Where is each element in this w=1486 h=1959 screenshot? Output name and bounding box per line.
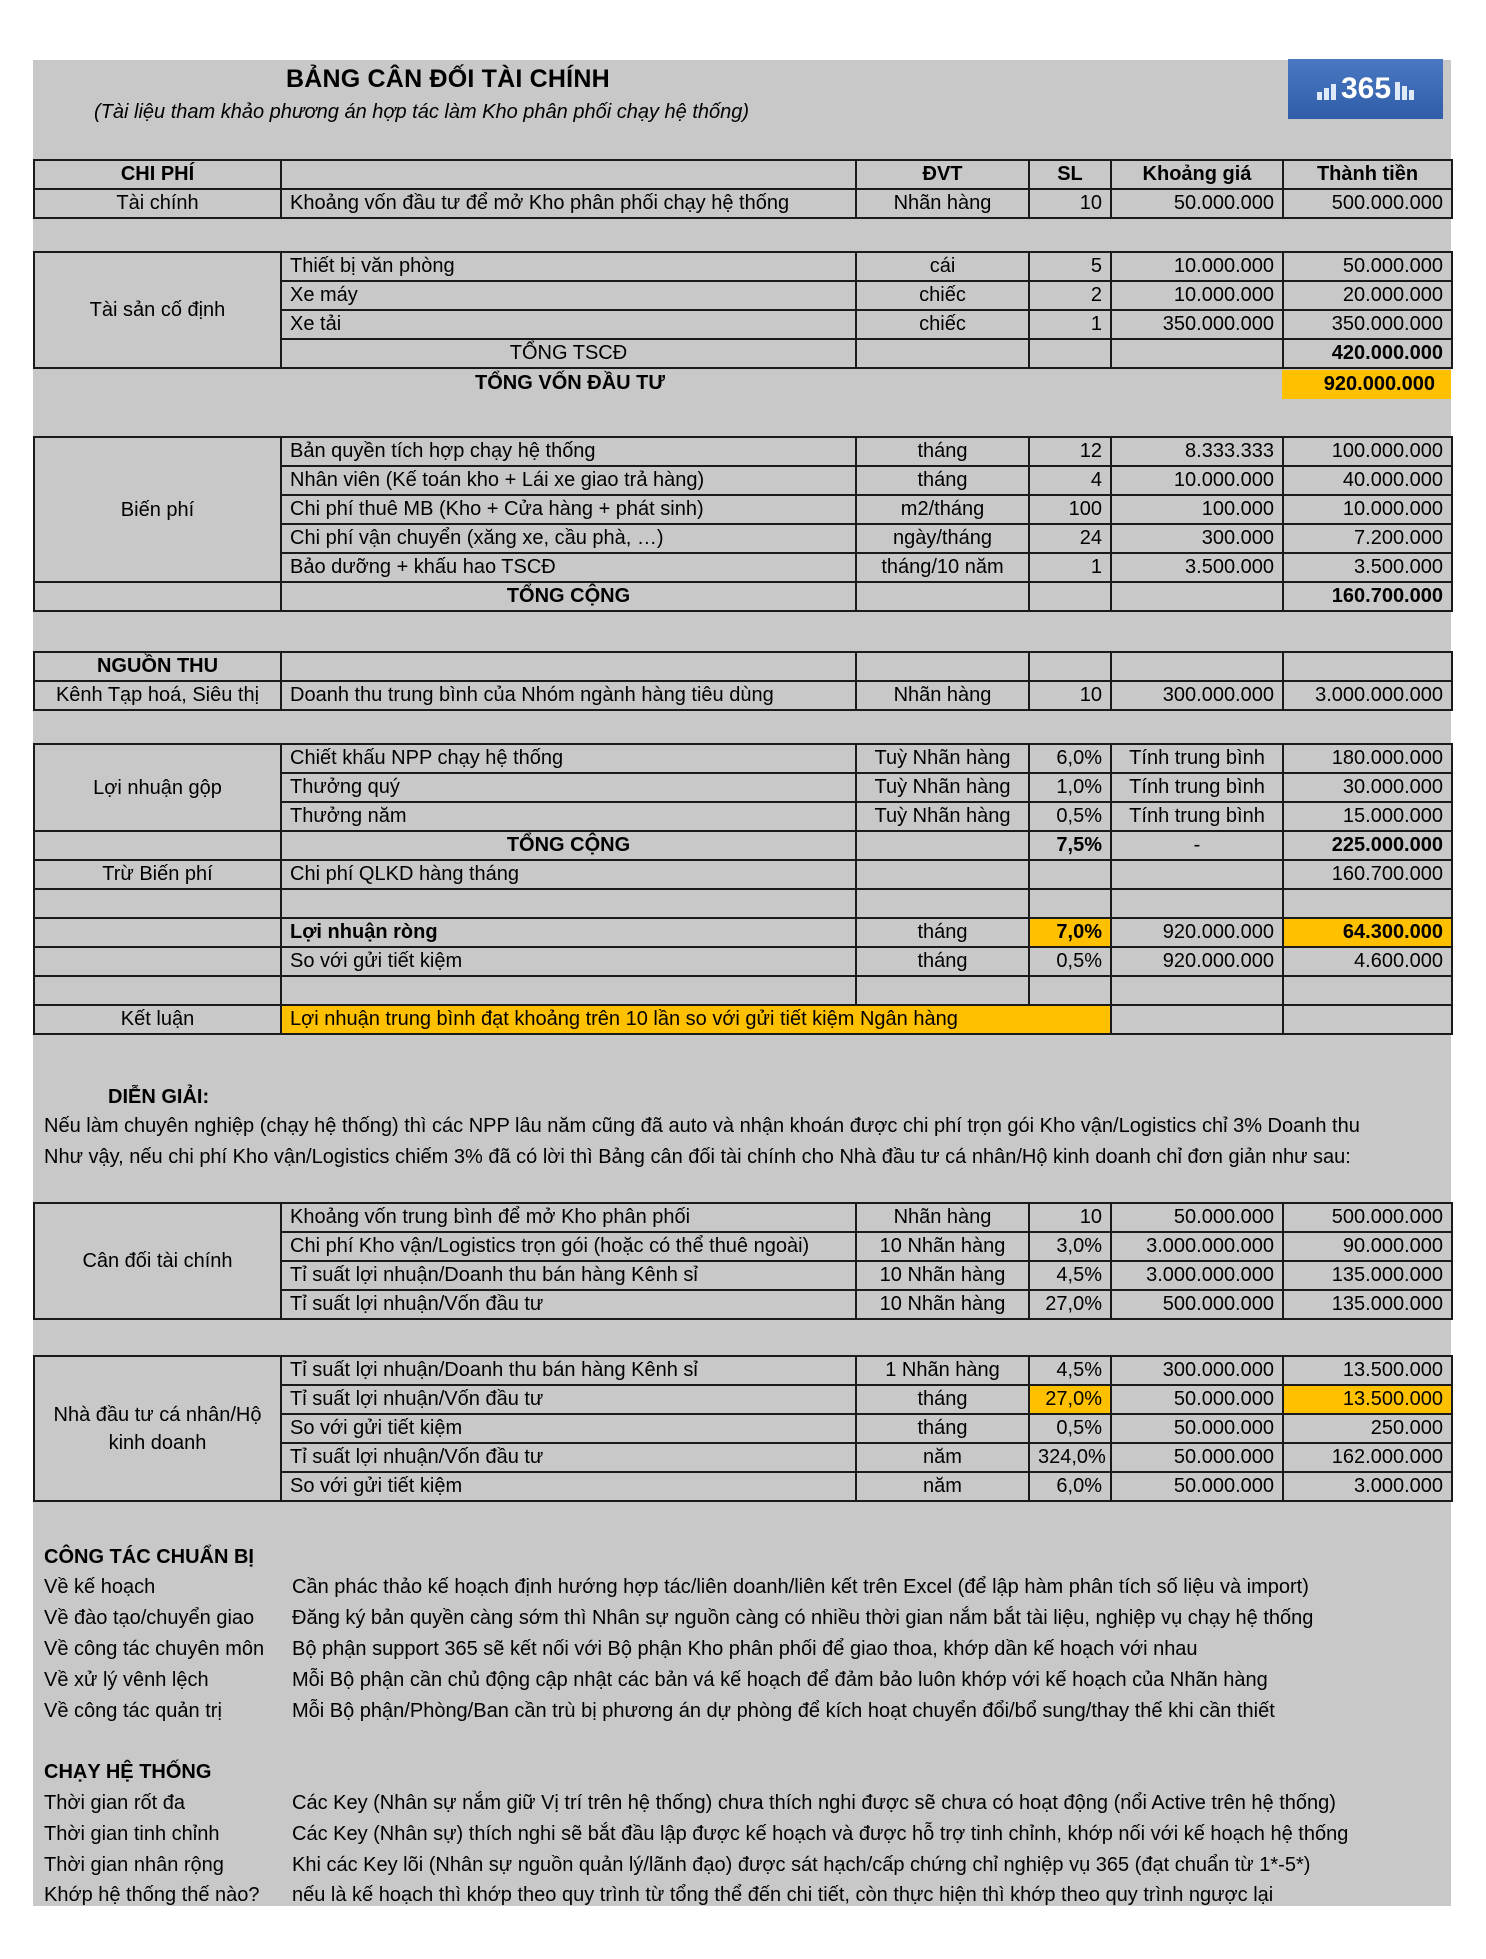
run-item-label: Thời gian tinh chỉnh <box>44 1823 220 1845</box>
table-cell: m2/tháng <box>856 495 1029 524</box>
prep-item-text: Bộ phận support 365 sẽ kết nối với Bộ phận Kho phân phối để giao thoa, khớp dần kế hoạch với nhau <box>292 1638 1198 1660</box>
table-cell <box>1111 1005 1283 1034</box>
table-row <box>34 860 1452 889</box>
table-cell <box>281 652 856 681</box>
group-label: Nhà đầu tư cá nhân/Hộ kinh doanh <box>34 1356 281 1501</box>
table-cell: 10.000.000 <box>1283 495 1452 524</box>
total-value: 160.700.000 <box>1283 582 1452 611</box>
table-cell: 20.000.000 <box>1283 281 1452 310</box>
table-cell: 4,5% <box>1029 1261 1111 1290</box>
table-cell: 0,5% <box>1029 802 1111 831</box>
table-cell: Tính trung bình <box>1111 744 1283 773</box>
table-cell: Tỉ suất lợi nhuận/Doanh thu bán hàng Kênh sỉ <box>281 1261 856 1290</box>
table-cell: 1,0% <box>1029 773 1111 802</box>
table-cell: tháng/10 năm <box>856 553 1029 582</box>
table-cell: 250.000 <box>1283 1414 1452 1443</box>
table-cell: năm <box>856 1443 1029 1472</box>
total-value: 225.000.000 <box>1283 831 1452 860</box>
run-item-label: Thời gian nhân rộng <box>44 1854 224 1876</box>
table-cell: Chi phí Kho vận/Logistics trọn gói (hoặc có thể thuê ngoài) <box>281 1232 856 1261</box>
table-row <box>34 976 1452 1005</box>
table-cell: Tài chính <box>34 189 281 218</box>
table-cell <box>1283 889 1452 918</box>
page-subtitle: (Tài liệu tham khảo phương án hợp tác làm Kho phân phối chạy hệ thống) <box>94 101 750 123</box>
table-cell: Bảo dưỡng + khấu hao TSCĐ <box>281 553 856 582</box>
net-profit-value: 64.300.000 <box>1283 918 1452 947</box>
table-total-row <box>34 582 1452 611</box>
table-cell: So với gửi tiết kiệm <box>281 1414 856 1443</box>
table-cell: 10 <box>1029 1203 1111 1232</box>
table-cell <box>1283 1005 1452 1034</box>
table-cell: 4.600.000 <box>1283 947 1452 976</box>
table-cell: Tuỳ Nhãn hàng <box>856 802 1029 831</box>
table-cell: Tỉ suất lợi nhuận/Vốn đầu tư <box>281 1290 856 1319</box>
table-cell: 920.000.000 <box>1111 918 1283 947</box>
net-profit-row <box>34 918 1452 947</box>
table-cell: Chi phí QLKD hàng tháng <box>281 860 856 889</box>
prep-item-text: Đăng ký bản quyền càng sớm thì Nhân sự nguồn càng có nhiều thời gian nắm bắt tài liệu, nghiệp vụ chạy hệ thống <box>292 1607 1314 1629</box>
table-header-row <box>34 160 1452 189</box>
conclusion-label: Kết luận <box>34 1005 281 1034</box>
prep-item-label: Về công tác chuyên môn <box>44 1638 265 1660</box>
table-cell: 50.000.000 <box>1111 1443 1283 1472</box>
table-cell: Chi phí thuê MB (Kho + Cửa hàng + phát sinh) <box>281 495 856 524</box>
total-label: TỔNG CỘNG <box>281 831 856 860</box>
table-cell: 50.000.000 <box>1283 252 1452 281</box>
table-cell <box>856 652 1029 681</box>
table-cell: Thưởng năm <box>281 802 856 831</box>
table-cell <box>856 889 1029 918</box>
table-revenue <box>33 651 1453 711</box>
header-cell: NGUỒN THU <box>34 652 281 681</box>
table-cell: Trừ Biến phí <box>34 860 281 889</box>
total-dash: - <box>1111 831 1283 860</box>
table-cell: Bản quyền tích hợp chạy hệ thống <box>281 437 856 466</box>
explanation-line-1: Nếu làm chuyên nghiệp (chạy hệ thống) thì các NPP lâu năm cũng đã auto và nhận khoán được chi phí trọn gói Kho vận/Logistics chỉ 3% Doanh thu <box>44 1115 1360 1137</box>
table-cell: 50.000.000 <box>1111 1472 1283 1501</box>
run-item-text: nếu là kế hoạch thì khớp theo quy trình từ tổng thể đến chi tiết, còn thực hiện thì khớp theo quy trình ngược lại <box>292 1884 1274 1906</box>
table-cell: Tỉ suất lợi nhuận/Doanh thu bán hàng Kênh sỉ <box>281 1356 856 1385</box>
table-cell <box>34 831 281 860</box>
table-cell: 30.000.000 <box>1283 773 1452 802</box>
run-item-text: Các Key (Nhân sự) thích nghi sẽ bắt đầu lập được kế hoạch và được hỗ trợ tinh chỉnh, khớp nối với kế hoạch hệ thống <box>292 1823 1349 1845</box>
table-cell: 10 <box>1029 189 1111 218</box>
table-cell: tháng <box>856 437 1029 466</box>
header-cell: Thành tiền <box>1283 160 1452 189</box>
table-cell <box>856 339 1029 368</box>
table-cell <box>34 918 281 947</box>
explanation-line-2: Như vậy, nếu chi phí Kho vận/Logistics chiếm 3% đã có lời thì Bảng cân đối tài chính cho Nhà đầu tư cá nhân/Hộ kinh doanh chỉ đơn giản như sau: <box>44 1146 1351 1168</box>
table-cell <box>1111 976 1283 1005</box>
total-investment-label: TỔNG VỐN ĐẦU TƯ <box>475 372 665 394</box>
total-label: TỔNG CỘNG <box>281 582 856 611</box>
table-cell: 2 <box>1029 281 1111 310</box>
table-cell: chiếc <box>856 281 1029 310</box>
prep-item-label: Về đào tạo/chuyển giao <box>44 1607 255 1629</box>
highlight-cell: 27,0% <box>1029 1385 1111 1414</box>
table-cell: chiếc <box>856 310 1029 339</box>
table-cell: 50.000.000 <box>1111 1203 1283 1232</box>
table-cell: 10.000.000 <box>1111 466 1283 495</box>
logo-bars-icon <box>1317 78 1336 100</box>
table-cell <box>1111 652 1283 681</box>
table-cell: 10 Nhãn hàng <box>856 1261 1029 1290</box>
table-row <box>34 744 1452 773</box>
table-cell <box>1111 889 1283 918</box>
table-cell: Tính trung bình <box>1111 802 1283 831</box>
table-cell: năm <box>856 1472 1029 1501</box>
table-cell: 3,0% <box>1029 1232 1111 1261</box>
table-cell: tháng <box>856 918 1029 947</box>
prep-item-text: Cần phác thảo kế hoạch định hướng hợp tác/liên doanh/liên kết trên Excel (để lập hàm phân tích số liệu và import) <box>292 1576 1309 1598</box>
prep-item-text: Mỗi Bộ phận/Phòng/Ban cần trù bị phương án dự phòng để kích hoạt chuyển đổi/bổ sung/thay thế khi cần thiết <box>292 1700 1275 1722</box>
table-cell: 10.000.000 <box>1111 281 1283 310</box>
table-cell: 135.000.000 <box>1283 1261 1452 1290</box>
table-cell: 1 <box>1029 310 1111 339</box>
table-cell: 3.500.000 <box>1111 553 1283 582</box>
table-gross-profit <box>33 743 1453 1035</box>
table-cell: Tuỳ Nhãn hàng <box>856 773 1029 802</box>
prep-item-label: Về công tác quản trị <box>44 1700 222 1722</box>
group-label: Cân đối tài chính <box>34 1203 281 1319</box>
table-cell: 8.333.333 <box>1111 437 1283 466</box>
conclusion-row <box>34 1005 1452 1034</box>
table-cell: 300.000.000 <box>1111 681 1283 710</box>
table-cell <box>34 582 281 611</box>
table-cell: 920.000.000 <box>1111 947 1283 976</box>
table-cell: 24 <box>1029 524 1111 553</box>
table-cell: 4,5% <box>1029 1356 1111 1385</box>
table-cell <box>1029 976 1111 1005</box>
table-cell <box>856 976 1029 1005</box>
table-cell: Tỉ suất lợi nhuận/Vốn đầu tư <box>281 1443 856 1472</box>
table-cell: 5 <box>1029 252 1111 281</box>
table-investor <box>33 1355 1453 1502</box>
table-cell: Tính trung bình <box>1111 773 1283 802</box>
total-investment-value: 920.000.000 <box>1282 370 1451 399</box>
table-cell: Chi phí vận chuyển (xăng xe, cầu phà, …) <box>281 524 856 553</box>
header-cell: ĐVT <box>856 160 1029 189</box>
highlight-cell: 13.500.000 <box>1283 1385 1452 1414</box>
header-cell: CHI PHÍ <box>34 160 281 189</box>
table-row <box>34 889 1452 918</box>
header-cell: SL <box>1029 160 1111 189</box>
table-variable-costs <box>33 436 1453 612</box>
table-cell: 135.000.000 <box>1283 1290 1452 1319</box>
table-cell <box>1029 889 1111 918</box>
table-cell: Xe tải <box>281 310 856 339</box>
table-cell: 3.000.000.000 <box>1111 1261 1283 1290</box>
table-main <box>33 159 1453 219</box>
prep-item-label: Về xử lý vênh lệch <box>44 1669 209 1691</box>
table-cell: So với gửi tiết kiệm <box>281 947 856 976</box>
table-cell: Chiết khấu NPP chạy hệ thống <box>281 744 856 773</box>
explanation-heading: DIỄN GIẢI: <box>108 1086 210 1108</box>
run-item-label: Khớp hệ thống thế nào? <box>44 1884 260 1906</box>
table-row <box>34 1203 1452 1232</box>
table-header-row <box>34 652 1452 681</box>
table-row <box>34 437 1452 466</box>
table-cell: 6,0% <box>1029 1472 1111 1501</box>
table-cell: Doanh thu trung bình của Nhóm ngành hàng tiêu dùng <box>281 681 856 710</box>
logo-365 <box>1288 59 1443 119</box>
group-label: Tài sản cố định <box>34 252 281 368</box>
table-cell: 12 <box>1029 437 1111 466</box>
table-cell: 10 Nhãn hàng <box>856 1290 1029 1319</box>
table-row <box>34 252 1452 281</box>
table-cell: cái <box>856 252 1029 281</box>
table-cell: Thiết bị văn phòng <box>281 252 856 281</box>
total-label: TỔNG TSCĐ <box>281 339 856 368</box>
table-cell: Xe máy <box>281 281 856 310</box>
table-cell: 162.000.000 <box>1283 1443 1452 1472</box>
table-cell: 15.000.000 <box>1283 802 1452 831</box>
table-balance <box>33 1202 1453 1320</box>
table-cell <box>281 889 856 918</box>
table-cell <box>856 860 1029 889</box>
table-cell: 10.000.000 <box>1111 252 1283 281</box>
table-cell: 40.000.000 <box>1283 466 1452 495</box>
table-cell: 27,0% <box>1029 1290 1111 1319</box>
table-cell: 324,0% <box>1029 1443 1111 1472</box>
table-cell: 100.000 <box>1111 495 1283 524</box>
table-cell: 50.000.000 <box>1111 1385 1283 1414</box>
table-cell: Nhãn hàng <box>856 189 1029 218</box>
table-cell: 90.000.000 <box>1283 1232 1452 1261</box>
table-cell: So với gửi tiết kiệm <box>281 1472 856 1501</box>
table-cell <box>34 976 281 1005</box>
table-cell: 350.000.000 <box>1111 310 1283 339</box>
table-cell <box>1283 976 1452 1005</box>
table-cell <box>1029 339 1111 368</box>
table-cell: Kênh Tạp hoá, Siêu thị <box>34 681 281 710</box>
table-cell: 1 Nhãn hàng <box>856 1356 1029 1385</box>
table-cell: 180.000.000 <box>1283 744 1452 773</box>
table-cell: 0,5% <box>1029 947 1111 976</box>
table-cell: Tuỳ Nhãn hàng <box>856 744 1029 773</box>
table-cell <box>1029 652 1111 681</box>
table-cell <box>1111 339 1283 368</box>
table-cell: 160.700.000 <box>1283 860 1452 889</box>
table-cell: 3.000.000.000 <box>1111 1232 1283 1261</box>
conclusion-text: Lợi nhuận trung bình đạt khoảng trên 10 lần so với gửi tiết kiệm Ngân hàng <box>281 1005 1111 1034</box>
table-cell: 3.000.000 <box>1283 1472 1452 1501</box>
table-row <box>34 681 1452 710</box>
total-value: 420.000.000 <box>1283 339 1452 368</box>
table-cell: Nhãn hàng <box>856 1203 1029 1232</box>
table-cell: Nhãn hàng <box>856 681 1029 710</box>
run-item-text: Các Key (Nhân sự nắm giữ Vị trí trên hệ thống) chưa thích nghi được sẽ chưa có hoạt động (nổi Active trên hệ thống) <box>292 1792 1336 1814</box>
table-cell <box>856 831 1029 860</box>
table-cell <box>1111 582 1283 611</box>
table-cell <box>1283 652 1452 681</box>
run-item-label: Thời gian rốt đa <box>44 1792 185 1814</box>
table-cell: tháng <box>856 1385 1029 1414</box>
table-cell: 0,5% <box>1029 1414 1111 1443</box>
run-item-text: Khi các Key lõi (Nhân sự nguồn quản lý/lãnh đạo) được sát hạch/cấp chứng chỉ nghiệp vụ 365 (đạt chuẩn từ 1*-5*) <box>292 1854 1311 1876</box>
table-cell: 7.200.000 <box>1283 524 1452 553</box>
prep-heading: CÔNG TÁC CHUẨN BỊ <box>44 1546 254 1568</box>
table-cell <box>34 947 281 976</box>
table-cell: 300.000.000 <box>1111 1356 1283 1385</box>
table-cell: Khoảng vốn trung bình để mở Kho phân phối <box>281 1203 856 1232</box>
table-row <box>34 1356 1452 1385</box>
table-cell <box>34 889 281 918</box>
table-cell: 10 <box>1029 681 1111 710</box>
page-title: BẢNG CÂN ĐỐI TÀI CHÍNH <box>286 65 610 93</box>
table-cell: 100 <box>1029 495 1111 524</box>
total-pct: 7,5% <box>1029 831 1111 860</box>
run-heading: CHẠY HỆ THỐNG <box>44 1761 212 1783</box>
table-cell: 3.500.000 <box>1283 553 1452 582</box>
table-cell: 300.000 <box>1111 524 1283 553</box>
table-cell: tháng <box>856 1414 1029 1443</box>
group-label: Biến phí <box>34 437 281 582</box>
prep-item-text: Mỗi Bộ phận cần chủ động cập nhật các bản vá kế hoạch để đảm bảo luôn khớp với kế hoạch của Nhãn hàng <box>292 1669 1268 1691</box>
table-cell: 10 Nhãn hàng <box>856 1232 1029 1261</box>
table-cell: 500.000.000 <box>1283 1203 1452 1232</box>
table-cell: Thưởng quý <box>281 773 856 802</box>
table-cell: 3.000.000.000 <box>1283 681 1452 710</box>
table-cell: 1 <box>1029 553 1111 582</box>
table-cell: 50.000.000 <box>1111 189 1283 218</box>
table-cell <box>281 976 856 1005</box>
table-cell: 500.000.000 <box>1283 189 1452 218</box>
table-cell: Tỉ suất lợi nhuận/Vốn đầu tư <box>281 1385 856 1414</box>
table-cell <box>1029 582 1111 611</box>
table-cell: 350.000.000 <box>1283 310 1452 339</box>
prep-item-label: Về kế hoạch <box>44 1576 156 1598</box>
group-label: Lợi nhuận gộp <box>34 744 281 831</box>
logo-bars-right-icon <box>1395 78 1414 100</box>
table-cell: Khoảng vốn đầu tư để mở Kho phân phối chạy hệ thống <box>281 189 856 218</box>
logo-text: 365 <box>1340 72 1392 105</box>
table-cell <box>856 582 1029 611</box>
table-total-row <box>34 831 1452 860</box>
table-row <box>34 189 1452 218</box>
net-profit-pct: 7,0% <box>1029 918 1111 947</box>
header-cell <box>281 160 856 189</box>
table-cell: 500.000.000 <box>1111 1290 1283 1319</box>
table-cell: 50.000.000 <box>1111 1414 1283 1443</box>
table-cell: tháng <box>856 466 1029 495</box>
table-fixed-assets <box>33 251 1453 369</box>
table-cell: 100.000.000 <box>1283 437 1452 466</box>
table-cell: ngày/tháng <box>856 524 1029 553</box>
table-cell <box>1029 860 1111 889</box>
table-cell: tháng <box>856 947 1029 976</box>
table-cell: 13.500.000 <box>1283 1356 1452 1385</box>
table-cell: Nhân viên (Kế toán kho + Lái xe giao trả hàng) <box>281 466 856 495</box>
table-cell: 6,0% <box>1029 744 1111 773</box>
table-cell: 4 <box>1029 466 1111 495</box>
table-row <box>34 947 1452 976</box>
net-profit-label: Lợi nhuận ròng <box>281 918 856 947</box>
table-cell <box>1111 860 1283 889</box>
header-cell: Khoảng giá <box>1111 160 1283 189</box>
